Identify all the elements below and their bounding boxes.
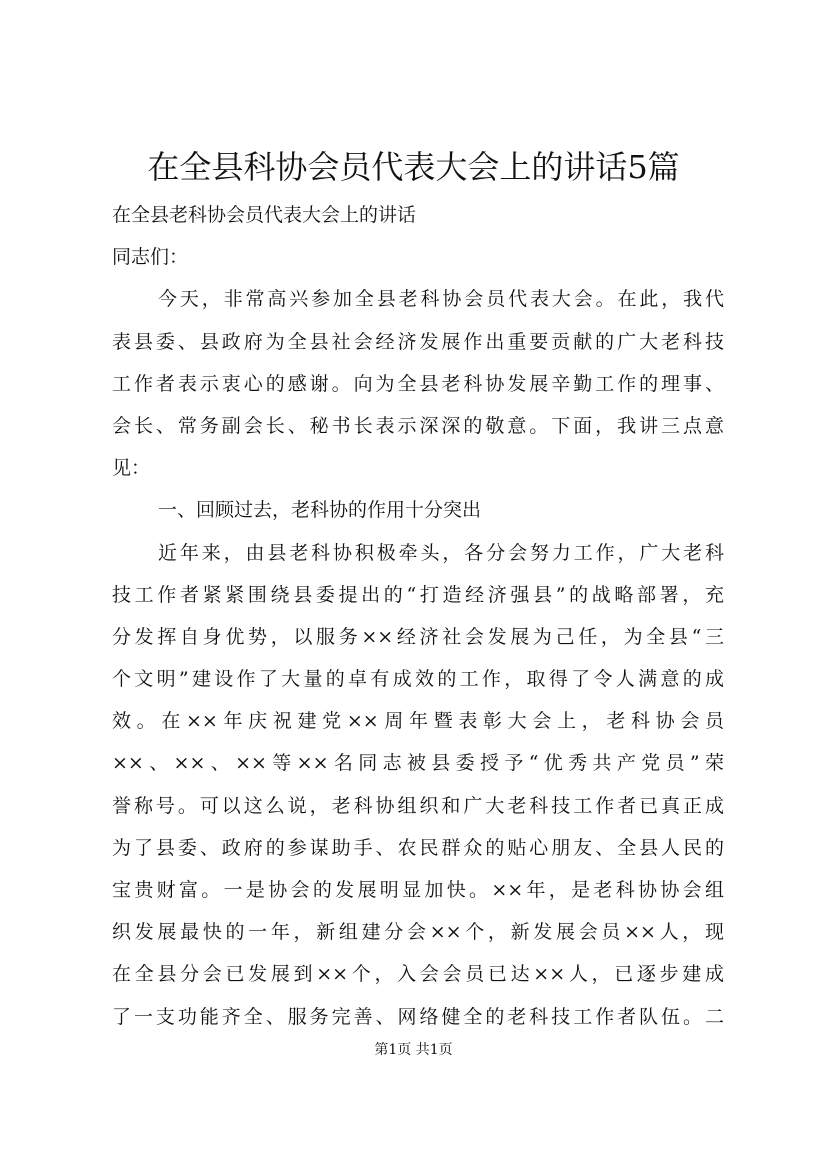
- body-line: 宝贵财富。一是协会的发展明显加快。××年，是老科协协会组: [112, 879, 724, 901]
- body-line: 今天，非常高兴参加全县老科协会员代表大会。在此，我代: [158, 288, 724, 311]
- body-line: 为了县委、政府的参谋助手、农民群众的贴心朋友、全县人民的: [112, 836, 724, 859]
- body-line: 在全县分会已发展到××个，入会会员已达××人，已逐步建成: [112, 963, 724, 986]
- body-line: ××、××、××等××名同志被县委授予“优秀共产党员”荣: [112, 752, 724, 775]
- body-line: 效。在××年庆祝建党××周年暨表彰大会上，老科协会员: [112, 710, 724, 733]
- body-line: 会长、常务副会长、秘书长表示深深的敬意。下面，我讲三点意: [112, 414, 724, 437]
- salutation-line: 同志们：: [112, 246, 189, 269]
- subtitle-line: 在全县老科协会员代表大会上的讲话: [112, 204, 417, 226]
- document-body: [112, 194, 724, 1038]
- body-line: 誉称号。可以这么说，老科协组织和广大老科技工作者已真正成: [112, 794, 724, 817]
- body-line: 织发展最快的一年，新组建分会××个，新发展会员××人，现: [112, 921, 724, 944]
- body-line: 近年来，由县老科协积极牵头，各分会努力工作，广大老科: [158, 541, 724, 564]
- section-heading: 一、回顾过去，老科协的作用十分突出: [158, 499, 482, 522]
- body-line: 个文明”建设作了大量的卓有成效的工作，取得了令人满意的成: [112, 668, 724, 691]
- body-line: 表县委、县政府为全县社会经济发展作出重要贡献的广大老科技: [112, 330, 724, 353]
- body-line: 工作者表示衷心的感谢。向为全县老科协发展辛勤工作的理事、: [112, 372, 724, 395]
- document-title: 在全县科协会员代表大会上的讲话5篇: [147, 148, 680, 186]
- page-footer: 第1页 共1页: [374, 1042, 453, 1058]
- body-line: 分发挥自身优势，以服务××经济社会发展为己任，为全县“三: [112, 625, 724, 648]
- body-line: 见：: [112, 457, 151, 480]
- body-line: 了一支功能齐全、服务完善、网络健全的老科技工作者队伍。二: [112, 1005, 724, 1028]
- body-line: 技工作者紧紧围绕县委提出的“打造经济强县”的战略部署，充: [112, 583, 724, 606]
